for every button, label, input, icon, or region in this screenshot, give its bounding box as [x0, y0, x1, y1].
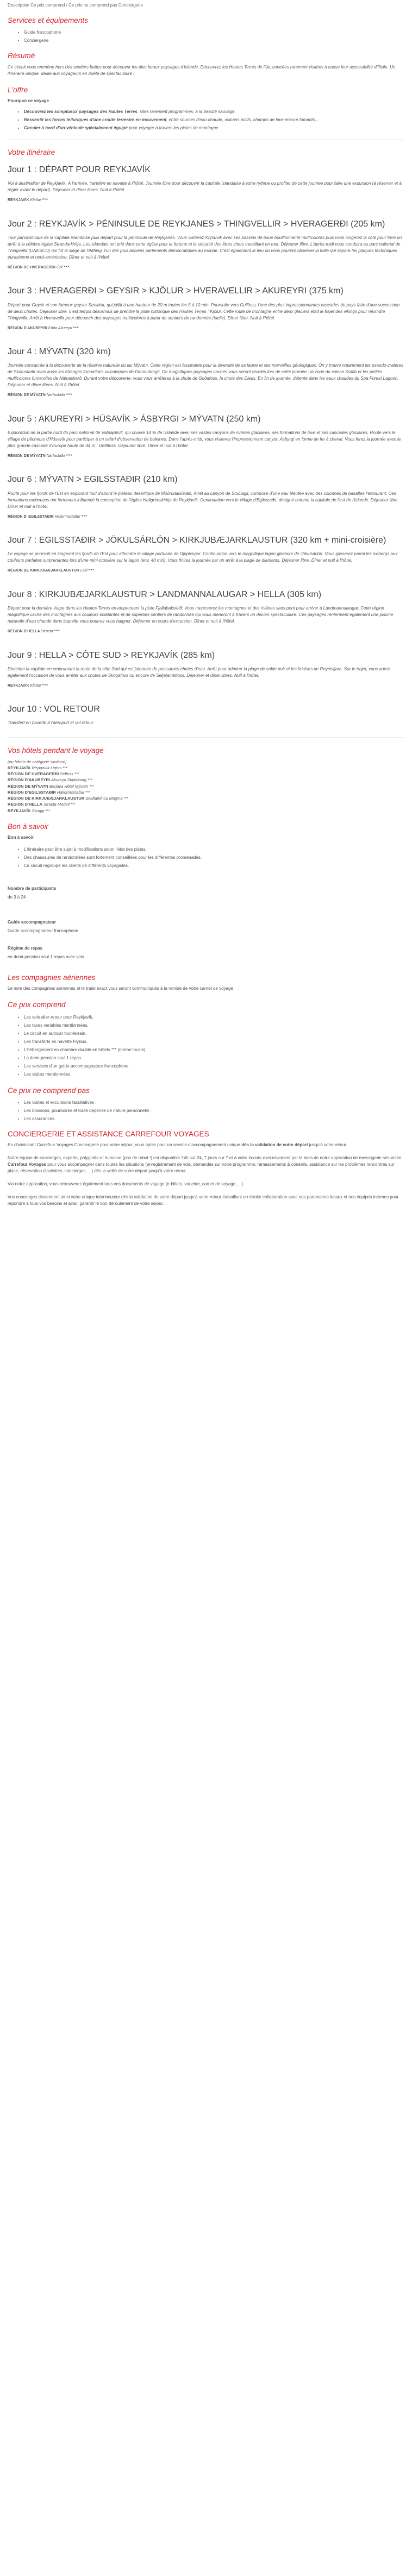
bon-savoir-list: [24, 846, 404, 869]
bon-savoir-title: Bon à savoir: [8, 822, 49, 831]
offre-list: [24, 109, 404, 131]
day-hotel-name: Örk: [56, 265, 63, 269]
prix-comprend-item: • Les taxes variables mentionnées.: [24, 1022, 404, 1029]
hotel-region: RÉGION DE KIRKJUBÆJARKLAUSTUR: [8, 796, 85, 801]
conciergerie-title: CONCIERGERIE ET ASSISTANCE CARREFOUR VOYAGES: [8, 1129, 209, 1138]
day-hotel-region: RÉGION DE MÝVATN: [8, 393, 46, 398]
hotel-item: [8, 801, 404, 807]
participants-value: de 3 à 24: [8, 895, 26, 900]
day-title: Jour 6 : MÝVATN > EGILSSTAÐIR (210 km): [8, 475, 178, 485]
day-hotel: [8, 326, 404, 332]
hotel-item: [8, 765, 404, 771]
hotel-name: Skuggi: [32, 808, 45, 813]
day-title: Jour 7 : EGILSSTAÐIR > JÖKULSÁRLÓN > KIRKJUBÆJARKLAUSTUR (320 km + mini-croisière): [8, 536, 386, 545]
prix-comprend-item: • L'hébergement en chambre double en hôtels *** (norme locale).: [24, 1047, 404, 1053]
hotel-item: [8, 789, 404, 795]
service-item: • Conciergerie: [24, 37, 404, 44]
day-hotel-region: RÉGION DE HVERAGERÐI: [8, 265, 55, 269]
hotel-name: Hallormsstaður: [57, 789, 85, 795]
prix-ne-comprend-item: • Les assurances.: [24, 1116, 404, 1122]
prix-ne-comprend-item: • Les boissons, pourboires et toute dépense de nature personnelle ;: [24, 1108, 404, 1114]
day-text: Vol à destination de Reykjavik. À l'arrivée, transfert en navette à l'hôtel. Journée libre pour découvrir la capitale islandaise à votre rythme ou profiter de cette journée pour faire une excursion (à réserver et à régler avant le départ). Déjeuner et dîner libres. Nuit à l'hôtel.: [8, 181, 402, 193]
day-hotel-stars: ***: [81, 514, 88, 519]
hotel-region: RÉGION DE HVERAGERÐI: [8, 771, 59, 777]
day-hotel-stars: ***: [66, 454, 73, 458]
bon-savoir-item: • Des chaussures de randonnées sont fortement conseillées pour les différentes promenades.: [24, 855, 404, 861]
itinerary-days: [8, 165, 404, 726]
day-hotel-stars: ***: [42, 198, 48, 203]
description-line: Description Ce prix comprend / Ce prix ne comprend pas Conciergerie: [8, 3, 143, 8]
hotel-stars: ***: [85, 789, 91, 795]
hotel-name: Stracta Modell: [43, 802, 70, 807]
hotel-stars: ***: [45, 808, 51, 813]
day-hotel: [8, 265, 404, 271]
services-list: [24, 29, 404, 44]
hotel-item: [8, 777, 404, 783]
conciergerie-p4: Vos concierges deviennent ainsi votre unique interlocuteur dès la validation de votre départ jusqu'à votre retour. travaillant en étroite collaboration avec nos partenaires locaux et nos équipes internes pour répondre à tous vos besoins et ainsi, garantir le bon déroulement de votre séjour.: [8, 1195, 399, 1207]
day-title: Jour 5 : AKUREYRI > HÚSAVÍK > ÁSBYRGI > MÝVATN (250 km): [8, 414, 261, 424]
repas-value: en demi-pension soul 1 repas avec vols: [8, 954, 84, 960]
hotel-stars: ***: [74, 771, 79, 777]
day-hotel-name: Narfastaðir: [46, 454, 65, 458]
conciergerie-p1-bold: dès la validation de votre départ: [240, 1142, 308, 1148]
day-hotel-region: RÉGION D'AKUREYRI: [8, 326, 47, 330]
hotel-name: Reykjavík Lights: [32, 765, 62, 770]
repas-title: Régime de repas: [8, 946, 43, 951]
divider: [8, 737, 404, 738]
day-hotel-region: REYKJAVÍK: [8, 683, 29, 688]
day-text: Exploration de la partie nord du parc national de Vatnajökull, qui couvre 14 % de l'Islande avec ses vastes canyons de rivières glaciaires, ses formations de lave et ses cascades glaciaires. Route vers le village de pêcheurs d'Húsavík pour participer à un safari d'observation de baleines. Dans l'après-midi, vous visiterez l'impressionnant canyon Ásbyrgi en forme de fer à cheval. Vous ferez la journée avec la plus grande cascade d'Europe haute de 44 m : Dettifoss. Déjeuner libre. Dîner et nuit à l'hôtel.: [8, 430, 401, 448]
resume-title: Résumé: [8, 52, 35, 60]
offre-title: L'offre: [8, 85, 28, 94]
day-hotel: [8, 683, 404, 689]
day-hotel-region: RÉGION DE MÝVATN: [8, 454, 46, 458]
day-hotel: [8, 568, 404, 574]
day-hotel-region: RÉGION D' EGILSSTAÐIR: [8, 514, 54, 519]
day-hotel-name: Klettur: [30, 683, 41, 688]
prix-comprend-item: • Les visites mentionnées.: [24, 1071, 404, 1078]
day-hotel: [8, 198, 404, 204]
guide-title: Guide accompagnateur: [8, 920, 56, 925]
day-title: Jour 2 : REYKJAVÍK > PÉNINSULE DE REYKJANES > THINGVELLIR > HVERAGERÐI (205 km): [8, 219, 385, 229]
day-title: Jour 9 : HELLA > CÔTE SUD > REYKJAVÍK (285 km): [8, 650, 215, 660]
conciergerie-p1-text: En choisissant Carrefour Voyages Conciergerie pour votre séjour, vous optez pour un service d'accompagnement unique: [8, 1142, 240, 1148]
day-title: Jour 10 : VOL RETOUR: [8, 705, 100, 714]
day-hotel: [8, 514, 404, 520]
day-text: Route pour les fjords de l'Est en explorant tout d'abord le plateau désertique de Möðrudalsöræfi. Arrêt au canyon de Stuðlagil, composé d'une eau bleutée avec des colonnes de basaltes l'entourant. Ces formations rocheuses ont fortement influencé la conception de l'église Hallgrímskirkja de Reykjavík. Continuation vers le village d'Egilsstaðir, désigné comme la capitale de l'est de l'Islande. Déjeuner libre. Dîner et nuit à l'hôtel.: [8, 491, 399, 509]
day-title: Jour 3 : HVERAGERÐI > GEYSIR > KJÖLUR > HVERAVELLIR > AKUREYRI (375 km): [8, 286, 344, 296]
day-hotel-stars: ***: [64, 265, 70, 269]
day-text: Le voyage se poursuit en longeant les fjords de l'Est pour atteindre le village portuaire de Djúpivogur. Continuation vers le magnifique lagon glaciaire de Jökulsárlón. Vous glisserez parmi les icebergs aux couleurs parfaites surprenantes lors d'une mini-croisière sur le lagon (env. 40 min). Vous finirez la journée par un arrêt à la plage de diamants. Déjeuner libre. Dîner et nuit à l'hôtel.: [8, 551, 398, 563]
day-title: Jour 8 : KIRKJUBÆJARKLAUSTUR > LANDMANNALAUGAR > HELLA (305 km): [8, 589, 322, 599]
prix-comprend-item: • Les vols aller-retour pour Reykjavík,: [24, 1014, 404, 1021]
day-hotel-name: Stracta: [41, 630, 53, 633]
hotel-item: [8, 795, 404, 801]
service-item: • Guide francophone: [24, 29, 404, 36]
compagnies-text: Le nom des compagnies aériennes et le trajet exact vous seront communiqués à la remise de votre carnet de voyage: [8, 986, 233, 991]
offre-item-rest: , entre sources d'eau chaude, volcans actifs, champs de lave encore fumants...: [166, 117, 319, 122]
conciergerie-p2-bold: Carrefour Voyages: [8, 1162, 46, 1167]
prix-comprend-item: • Les transferts en navette FlyBus.: [24, 1039, 404, 1045]
hotel-stars: ***: [63, 765, 67, 770]
prix-comprend-item: • Le circuit en autocar tout-terrain.: [24, 1031, 404, 1037]
hotel-item: [8, 771, 404, 777]
conciergerie-p2-text: Notre équipe de concierges, experte, polyglotte et humaine (pas de robot !) est disponible 24h sur 24, 7 jours sur 7 et à votre écoute exclusivement par le biais de notre application de messagerie sécurisée,: [8, 1155, 403, 1161]
offre-item-rest: pour voyager à travers les pistes de montagne.: [127, 125, 220, 130]
day-hotel-region: RÉGION DE KIRKJUBÆJARKLAUSTUR: [8, 569, 79, 573]
day-hotel-region: REYKJAVÍK: [8, 198, 29, 203]
offre-item: [24, 125, 404, 131]
day-hotel-stars: ***: [73, 326, 79, 330]
prix-comprend-list: [24, 1014, 404, 1078]
day-text: Départ pour la dernière étape dans les Hautes Terres en empruntant la piste Fjallabaksleið. Vous traverserez les montagnes et des rivières sans pont pour arriver à Landmannalaugar. Cette région magnifique cache des montagnes aux couleurs éclatantes et de superbes sentiers de randonnée qui vous mèneront à travers un décors spectaculaire. Ces paysages renferment également une piscine naturelle d'eau chaude dans laquelle vous pourrez vous baigner. Déjeuner en cours d'excursion. Dîner et nuit à l'hôtel.: [8, 606, 394, 624]
day-hotel-stars: ***: [88, 569, 95, 573]
day-text: Départ pour Geysir et son fameux geyser Strokkur, qui jaillit à une hauteur de 20 m toutes les 5 à 10 min. Poursuite vers Gullfoss, l'une des plus impressionnantes cascades du pays faite d'une succession de deux chutes. Déjeuner libre. Il est temps désormais de prendre la piste historique des Hautes Terres : Kjölur. Cette route de montagne entre deux glaciers était le trajet des vikings pour rejoindre Thingvellir. Arrêt à Hveravellir pour découvrir des paysages multicolores à partir de sentiers de randonnée (facile). Dîner libre. Nuit à l'hôtel.: [8, 302, 400, 321]
conciergerie-p2-end: pour vous accompagner dans toutes les situations (enregistrement de vols, demandes sur votre programme, ramassements & conseils, assistance sur les problèmes rencontrés sur place, réservation d'activités, concierges, ...) dès la veille de votre départ jusqu'à votre retour.: [8, 1162, 395, 1174]
offre-item: [24, 109, 404, 115]
hotel-region: RÉGION D'AKUREYRI: [8, 777, 51, 783]
bon-savoir-item: • Ce circuit regroupe les clients de différents voyagistes.: [24, 863, 404, 869]
hotel-stars: ***: [88, 777, 93, 783]
hotel-region: RÉGION D'HELLA: [8, 802, 42, 807]
offre-item-bold: Découvrez les somptueux paysages des Hautes Terres: [24, 109, 138, 114]
day-hotel: [8, 629, 404, 635]
hotels-subtitle: (ou hôtels de catégorie similaire): [8, 759, 67, 764]
day-hotel-stars: ***: [54, 630, 60, 633]
prix-ne-comprend-item: • Les visites et excursions facultatives ;: [24, 1099, 404, 1106]
guide-value: Guide accompagnateur francophone: [8, 928, 78, 934]
hotel-name: Akureyri Skjaldborg: [51, 777, 87, 783]
resume-text: Ce circuit vous emmène hors des sentiers battus pour découvrir les plus beaux paysages d'Islande. Découvrez les Hautes Terres de l'Ile, contrées rarement visitées à cause leur accessibilité difficile. Un itinéraire unique, dédié aux voyageurs en quête de spectaculaire !: [8, 64, 396, 76]
prix-ne-comprend-title: Ce prix ne comprend pas: [8, 1086, 90, 1095]
hotel-name: Berjaya Hôtel Mývatn: [49, 783, 89, 789]
day-hotel-name: Klettur: [30, 198, 41, 203]
prix-comprend-item: • Les services d'un guide-accompagnateur francophone.: [24, 1063, 404, 1070]
hotel-region: REYKJAVÍK: [8, 808, 31, 813]
day-hotel-name: Edda Akureyri: [48, 326, 72, 330]
day-text: Journée consacrée à la découverte de la réserve naturelle du lac Mývatn. Cette région est fascinante pour la diversité de sa faune et ses merveilles géologiques. On y trouve notamment les pseudo-cratères de Skútustaðir mais aussi les étranges formations volcaniques de Dimmuborgir. De magnifiques paysages cachés vous seront révélés lors de cette journée : la zone du volcan Krafla et les petites multicolores fumerolles de Námaskarð. Durant votre découverte, vous vous arrêterez à la chute de Goðafoss, la chute des Dieux. En fin de journée, détente dans les eaux chaudes du Spa Forest Lagoon. Déjeuner et dîner libres. Nuit à l'hôtel.: [8, 363, 403, 388]
prix-comprend-item: • La demi-pension soul 1 repas.: [24, 1055, 404, 1061]
prix-comprend-title: Ce prix comprend: [8, 1001, 66, 1009]
day-hotel-stars: ***: [66, 393, 73, 398]
hotel-region: RÉGION D'EGILSSTAÐIR: [8, 789, 56, 795]
bon-savoir-subtitle: Bon à savoir: [8, 835, 34, 840]
offre-item-bold: Ressentir les forces telluriques d'une croûte terrestre en mouvement: [24, 117, 166, 122]
compagnies-title: Les compagnies aériennes: [8, 973, 96, 982]
day-text: Tour panoramique de la capitale islandaise puis départ pour la péninsule de Reykjanes. Vous visiterez Krýsuvík avec ses bassins de boue bouillonnante multicolores puis vous longerez la côte pour faire un arrêt à la célèbre église Strandarkirkja. Les islandais ont prié dans cette église pour la fortune et la sécurité des êtres chers travaillant en mer. Déjeuner libre. L'après-midi vous conduira au parc national de Thingvellir (UNESCO) qui fut le siège de l'Althing, l'un des plus anciens parlements démocratiques au monde. C'est également le lieu où vous pourrez observer la faille qui sépare les plaques tectoniques eurasienne et nord-américaine. Dîner et nuit à l'hôtel.: [8, 235, 402, 260]
hotels-title: Vos hôtels pendant le voyage: [8, 746, 104, 755]
participants-title: Nombre de participants: [8, 886, 57, 891]
day-title: Jour 4 : MÝVATN (320 km): [8, 347, 111, 357]
hotel-stars: ***: [71, 802, 76, 807]
services-title: Services et équipements: [8, 16, 88, 24]
offre-subtitle: Pourquoi ce voyage: [8, 98, 49, 103]
hotels-list: [8, 759, 404, 814]
divider: [8, 139, 404, 140]
offre-item-bold: Circuler à bord d'un véhicule spécialement équipé: [24, 125, 128, 130]
day-hotel-region: RÉGION D'HELLA: [8, 630, 40, 633]
day-hotel-name: Hallormsstaður: [54, 514, 80, 519]
conciergerie-p1-end: jusqu'à votre retour.: [308, 1142, 347, 1148]
hotel-region: RÉGION DE MÝVATN: [8, 783, 48, 789]
day-hotel-name: Narfastaðir: [46, 393, 65, 398]
day-hotel-stars: ***: [42, 683, 48, 688]
prix-ne-comprend-list: [24, 1099, 404, 1122]
day-hotel-name: Laki: [80, 569, 88, 573]
offre-item: [24, 117, 404, 123]
conciergerie-p2: [8, 1155, 404, 1174]
hotel-name: Skaftafell ou Magma: [85, 796, 123, 801]
day-text: Transfert en navette à l'aéroport et vol retour.: [8, 720, 95, 726]
hotel-name: Selfoss: [60, 771, 73, 777]
hotel-item: [8, 783, 404, 789]
itineraire-title: Votre itinéraire: [8, 148, 55, 156]
conciergerie-p1: [8, 1142, 404, 1148]
hotel-region: REYKJAVÍK: [8, 765, 31, 770]
day-text: Direction la capitale en empruntant la route de la côte Sud qui est jalonnée de puissantes chutes d'eau. Arrêt pour admirer la plage de sable noir et les falaises de Reynisfjara. Sur le trajet, vous aurez également l'occasion de vous arrêter aux chutes de Skógafoss ou encore de Seljalandsfoss. Déjeuner et dîner libres. Nuit à l'hôtel.: [8, 666, 390, 678]
conciergerie-p3: Via notre application, vous retrouverez également tous vos documents de voyage (e-billets, voucher, carnet de voyage, ...): [8, 1182, 243, 1187]
day-hotel: [8, 454, 404, 460]
offre-item-rest: , sites rarement programmés, à la beauté sauvage.: [137, 109, 236, 114]
hotel-item: [8, 808, 404, 814]
day-title: Jour 1 : DÉPART POUR REYKJAVÍK: [8, 165, 151, 174]
bon-savoir-item: • L'itinéraire peut être sujet à modifications selon l'état des pistes.: [24, 846, 404, 853]
hotel-stars: ***: [123, 796, 129, 801]
hotel-stars: ***: [89, 783, 94, 789]
day-hotel: [8, 393, 404, 399]
